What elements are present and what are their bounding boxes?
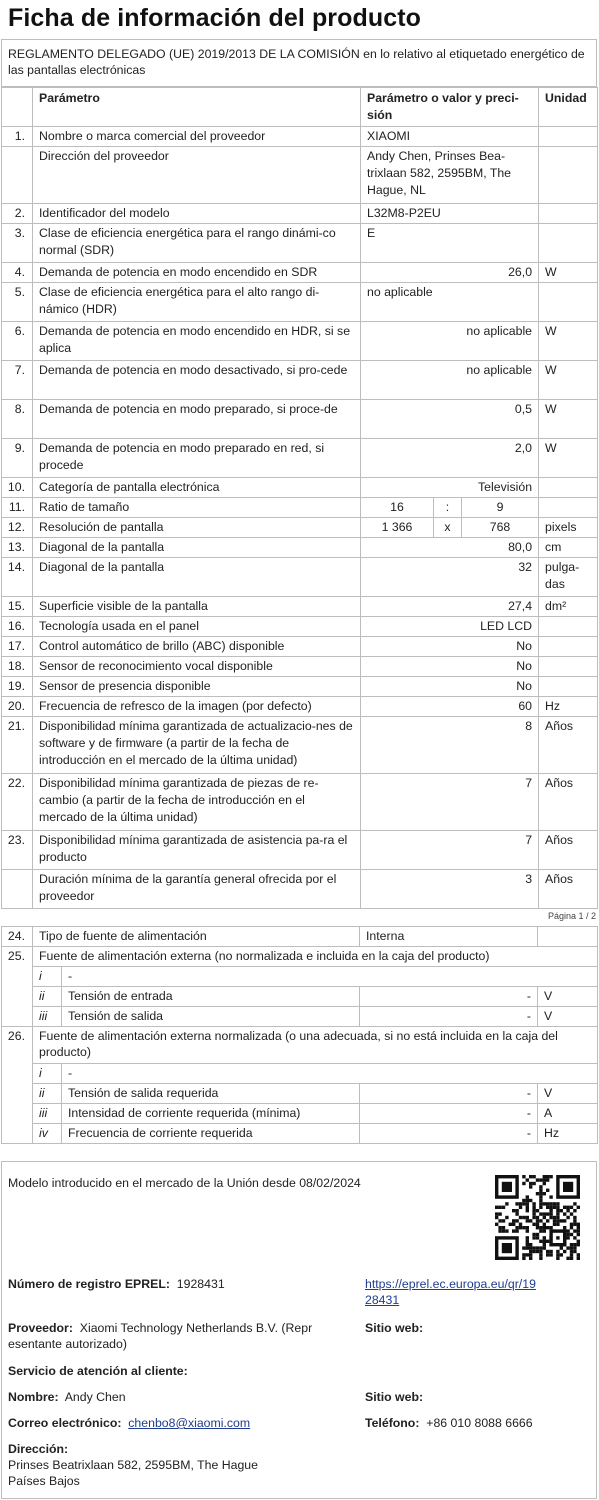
header-parameter: Parámetro	[33, 88, 361, 127]
sub-row	[2, 1007, 598, 1027]
row-number: 11.	[2, 498, 33, 518]
row-value: 8	[361, 717, 539, 774]
table-row	[2, 657, 598, 677]
website-label: Sitio web:	[365, 1321, 424, 1335]
eprel-link[interactable]	[365, 1276, 536, 1308]
row-number: 22.	[2, 774, 33, 831]
row-value: Andy Chen, Prinses Bea-trixlaan 582, 2595BM, The Hague, NL	[361, 147, 539, 204]
row-number: 5.	[2, 283, 33, 322]
sub-label: Tensión de salida	[62, 1007, 360, 1027]
row-unit	[539, 204, 598, 224]
sub-row	[2, 987, 598, 1007]
regulation-subtitle: REGLAMENTO DELEGADO (UE) 2019/2013 DE LA COMISIÓN en lo relativo al etiquetado energético de las pantallas electrónicas	[8, 47, 585, 77]
row-value: no aplicable	[361, 361, 539, 400]
row-value: 2,0	[361, 439, 539, 478]
sub-label: Frecuencia de corriente requerida	[62, 1124, 360, 1144]
row-label: Clase de eficiencia energética para el alto rango di-námico (HDR)	[33, 283, 361, 322]
row-label: Superficie visible de la pantalla	[33, 597, 361, 617]
row-value: 7	[361, 831, 539, 870]
row-value: 32	[361, 558, 539, 597]
row-unit: W	[539, 361, 598, 400]
sub-index: iv	[33, 1124, 62, 1144]
sub-label: -	[62, 1064, 598, 1084]
phone-value: +86 010 8088 6666	[426, 1416, 533, 1430]
row-unit: W	[539, 263, 598, 283]
sub-value: -	[360, 1084, 538, 1104]
row-label: Frecuencia de refresco de la imagen (por defecto)	[33, 697, 361, 717]
row-label: Demanda de potencia en modo encendido en HDR, si se aplica	[33, 322, 361, 361]
row-unit: Años	[539, 870, 598, 909]
contact-address	[8, 1441, 258, 1489]
row-unit: W	[539, 439, 598, 478]
row-value: XIAOMI	[361, 127, 539, 147]
sub-value: -	[360, 987, 538, 1007]
row-number: 3.	[2, 224, 33, 263]
row-label: Tipo de fuente de alimentación	[33, 927, 360, 947]
row-label: Sensor de reconocimiento vocal disponible	[33, 657, 361, 677]
row-label: Diagonal de la pantalla	[33, 558, 361, 597]
row-label: Disponibilidad mínima garantizada de asistencia pa-ra el producto	[33, 831, 361, 870]
row-label: Control automático de brillo (ABC) disponible	[33, 637, 361, 657]
sub-value: -	[360, 1104, 538, 1124]
row-number: 19.	[2, 677, 33, 697]
row-value: 7	[361, 774, 539, 831]
row-unit	[539, 147, 598, 204]
row-number: 6.	[2, 322, 33, 361]
sub-row	[2, 1124, 598, 1144]
row-unit: Años	[539, 717, 598, 774]
row-number: 21.	[2, 717, 33, 774]
market-introduction-text: Modelo introducido en el mercado de la Unión desde 08/02/2024	[8, 1176, 361, 1190]
contact-name	[8, 1389, 126, 1405]
row-label: Identificador del modelo	[33, 204, 361, 224]
table-row	[2, 947, 598, 967]
power-supply-table-body	[2, 927, 598, 1144]
row-label: Demanda de potencia en modo encendido en SDR	[33, 263, 361, 283]
table-row	[2, 204, 598, 224]
table-row	[2, 263, 598, 283]
table-row	[2, 1027, 598, 1064]
table-row	[2, 617, 598, 637]
table-row	[2, 400, 598, 439]
table-row	[2, 322, 598, 361]
table-row	[2, 498, 598, 518]
table-row	[2, 127, 598, 147]
sub-index: i	[33, 967, 62, 987]
sub-row	[2, 1104, 598, 1124]
table-row	[2, 717, 598, 774]
email-link[interactable]: chenbo8@xiaomi.com	[128, 1416, 251, 1430]
row-unit: Años	[539, 774, 598, 831]
row-unit: pixels	[539, 518, 598, 538]
sub-index: iii	[33, 1104, 62, 1124]
row-label: Sensor de presencia disponible	[33, 677, 361, 697]
website-label-2: Sitio web:	[365, 1390, 424, 1404]
table-row	[2, 538, 598, 558]
row-value: LED LCD	[361, 617, 539, 637]
row-value-2: 9	[462, 498, 539, 518]
row-value: 0,5	[361, 400, 539, 439]
contact-email	[8, 1415, 250, 1431]
row-label: Disponibilidad mínima garantizada de actualizacio-nes de software y de firmware (a partir de la fecha de introducción en el mercado de la última unidad)	[33, 717, 361, 774]
page-number: Página 1 / 2	[547, 911, 596, 921]
header-value: Parámetro o valor y preci-sión	[361, 88, 539, 127]
row-unit	[539, 283, 598, 322]
row-number: 20.	[2, 697, 33, 717]
sub-row	[2, 1084, 598, 1104]
row-number: 18.	[2, 657, 33, 677]
row-label: Demanda de potencia en modo preparado, si proce-de	[33, 400, 361, 439]
contact-phone	[365, 1415, 533, 1431]
row-label: Tecnología usada en el panel	[33, 617, 361, 637]
sub-label: -	[62, 967, 598, 987]
row-label: Resolución de pantalla	[33, 518, 361, 538]
row-unit: Hz	[539, 697, 598, 717]
table-row	[2, 361, 598, 400]
address-line-2: Países Bajos	[8, 1474, 80, 1488]
row-unit	[539, 677, 598, 697]
supplier-info	[8, 1320, 353, 1352]
table-row	[2, 677, 598, 697]
table-row	[2, 597, 598, 617]
row-number: 10.	[2, 478, 33, 498]
row-number: 14.	[2, 558, 33, 597]
row-value: 80,0	[361, 538, 539, 558]
supplier-value-2: esentante autorizado)	[8, 1337, 127, 1351]
row-unit: W	[539, 322, 598, 361]
row-value: Televisión	[361, 478, 539, 498]
row-number: 15.	[2, 597, 33, 617]
row-unit	[539, 224, 598, 263]
table-row	[2, 870, 598, 909]
row-label: Duración mínima de la garantía general ofrecida por el proveedor	[33, 870, 361, 909]
eprel-label: Número de registro EPREL:	[8, 1277, 170, 1291]
power-supply-table	[1, 926, 598, 1144]
row-unit	[539, 617, 598, 637]
row-label: Categoría de pantalla electrónica	[33, 478, 361, 498]
table-row	[2, 518, 598, 538]
sub-row	[2, 967, 598, 987]
sub-index: iii	[33, 1007, 62, 1027]
sub-unit: A	[538, 1104, 598, 1124]
sub-index: ii	[33, 987, 62, 1007]
row-label: Diagonal de la pantalla	[33, 538, 361, 558]
sub-label: Intensidad de corriente requerida (mínima)	[62, 1104, 360, 1124]
sub-unit: Hz	[538, 1124, 598, 1144]
row-value: No	[361, 657, 539, 677]
address-label: Dirección:	[8, 1442, 69, 1456]
sub-value: -	[360, 1007, 538, 1027]
sub-unit: V	[538, 987, 598, 1007]
supplier-label: Proveedor:	[8, 1321, 73, 1335]
row-number: 12.	[2, 518, 33, 538]
row-value: No	[361, 637, 539, 657]
sub-index: i	[33, 1064, 62, 1084]
email-label: Correo electrónico:	[8, 1416, 122, 1430]
row-value: no aplicable	[361, 283, 539, 322]
header-unit: Unidad	[539, 88, 598, 127]
row-unit	[539, 498, 598, 518]
row-label: Demanda de potencia en modo preparado en red, si procede	[33, 439, 361, 478]
sub-index: ii	[33, 1084, 62, 1104]
row-value: 27,4	[361, 597, 539, 617]
row-number: 1.	[2, 127, 33, 147]
name-label: Nombre:	[8, 1390, 59, 1404]
sub-label: Tensión de salida requerida	[62, 1084, 360, 1104]
sub-unit: V	[538, 1007, 598, 1027]
row-label: Fuente de alimentación externa (no normalizada e incluida en la caja del producto)	[33, 947, 598, 967]
row-number: 4.	[2, 263, 33, 283]
row-unit: cm	[539, 538, 598, 558]
table-row	[2, 697, 598, 717]
table-row	[2, 558, 598, 597]
table-row	[2, 283, 598, 322]
table-header-row	[2, 88, 598, 127]
table-row	[2, 831, 598, 870]
qr-code-icon[interactable]	[495, 1175, 580, 1260]
row-value: 26,0	[361, 263, 539, 283]
table-row	[2, 637, 598, 657]
row-label: Fuente de alimentación externa normalizada (o una adecuada, si no está incluida en la caja del producto)	[33, 1027, 598, 1064]
table-row	[2, 927, 598, 947]
table-row	[2, 224, 598, 263]
row-value-1: 1 366	[361, 518, 434, 538]
row-number: 24.	[2, 927, 33, 947]
customer-service-heading: Servicio de atención al cliente:	[8, 1364, 188, 1378]
row-unit	[538, 927, 598, 947]
row-label: Demanda de potencia en modo desactivado, si pro-cede	[33, 361, 361, 400]
sub-value: -	[360, 1124, 538, 1144]
table-row	[2, 439, 598, 478]
row-value: No	[361, 677, 539, 697]
row-value-separator: :	[434, 498, 462, 518]
row-value: L32M8-P2EU	[361, 204, 539, 224]
row-label: Clase de eficiencia energética para el rango dinámi-co normal (SDR)	[33, 224, 361, 263]
eprel-value: 1928431	[176, 1277, 225, 1291]
row-number: 9.	[2, 439, 33, 478]
page-title: Ficha de información del producto	[8, 4, 422, 32]
row-label: Nombre o marca comercial del proveedor	[33, 127, 361, 147]
row-number: 25.	[2, 947, 33, 1027]
row-number: 7.	[2, 361, 33, 400]
row-number: 8.	[2, 400, 33, 439]
sub-unit: V	[538, 1084, 598, 1104]
row-number: 2.	[2, 204, 33, 224]
row-unit	[539, 127, 598, 147]
row-value: 3	[361, 870, 539, 909]
phone-label: Teléfono:	[365, 1416, 420, 1430]
row-unit: pulga-das	[539, 558, 598, 597]
supplier-value-1: Xiaomi Technology Netherlands B.V. (Repr	[79, 1321, 313, 1335]
sub-row	[2, 1064, 598, 1084]
row-unit: W	[539, 400, 598, 439]
row-label: Dirección del proveedor	[33, 147, 361, 204]
eprel-registration	[8, 1276, 225, 1292]
row-unit	[539, 478, 598, 498]
table-row	[2, 774, 598, 831]
name-value: Andy Chen	[64, 1390, 126, 1404]
row-value-separator: x	[434, 518, 462, 538]
row-number: 17.	[2, 637, 33, 657]
row-value: Interna	[360, 927, 538, 947]
row-value: E	[361, 224, 539, 263]
sub-label: Tensión de entrada	[62, 987, 360, 1007]
row-value: no aplicable	[361, 322, 539, 361]
row-unit	[539, 657, 598, 677]
header-number	[2, 88, 33, 127]
row-value: 60	[361, 697, 539, 717]
row-number: 23.	[2, 831, 33, 870]
row-unit	[539, 637, 598, 657]
eprel-link-line-2[interactable]: 28431	[365, 1293, 400, 1307]
row-number	[2, 870, 33, 909]
eprel-link-line-1[interactable]: https://eprel.ec.europa.eu/qr/19	[365, 1277, 536, 1291]
table-row	[2, 147, 598, 204]
parameters-table	[1, 87, 598, 909]
row-unit: Años	[539, 831, 598, 870]
address-line-1: Prinses Beatrixlaan 582, 2595BM, The Hague	[8, 1458, 258, 1472]
row-label: Ratio de tamaño	[33, 498, 361, 518]
row-value-1: 16	[361, 498, 434, 518]
row-label: Disponibilidad mínima garantizada de piezas de re-cambio (a partir de la fecha de introducción en el mercado de la última unidad)	[33, 774, 361, 831]
row-number	[2, 147, 33, 204]
row-number: 26.	[2, 1027, 33, 1144]
row-number: 16.	[2, 617, 33, 637]
table-row	[2, 478, 598, 498]
row-number: 13.	[2, 538, 33, 558]
row-unit: dm²	[539, 597, 598, 617]
parameters-table-body	[2, 88, 598, 909]
row-value-2: 768	[462, 518, 539, 538]
